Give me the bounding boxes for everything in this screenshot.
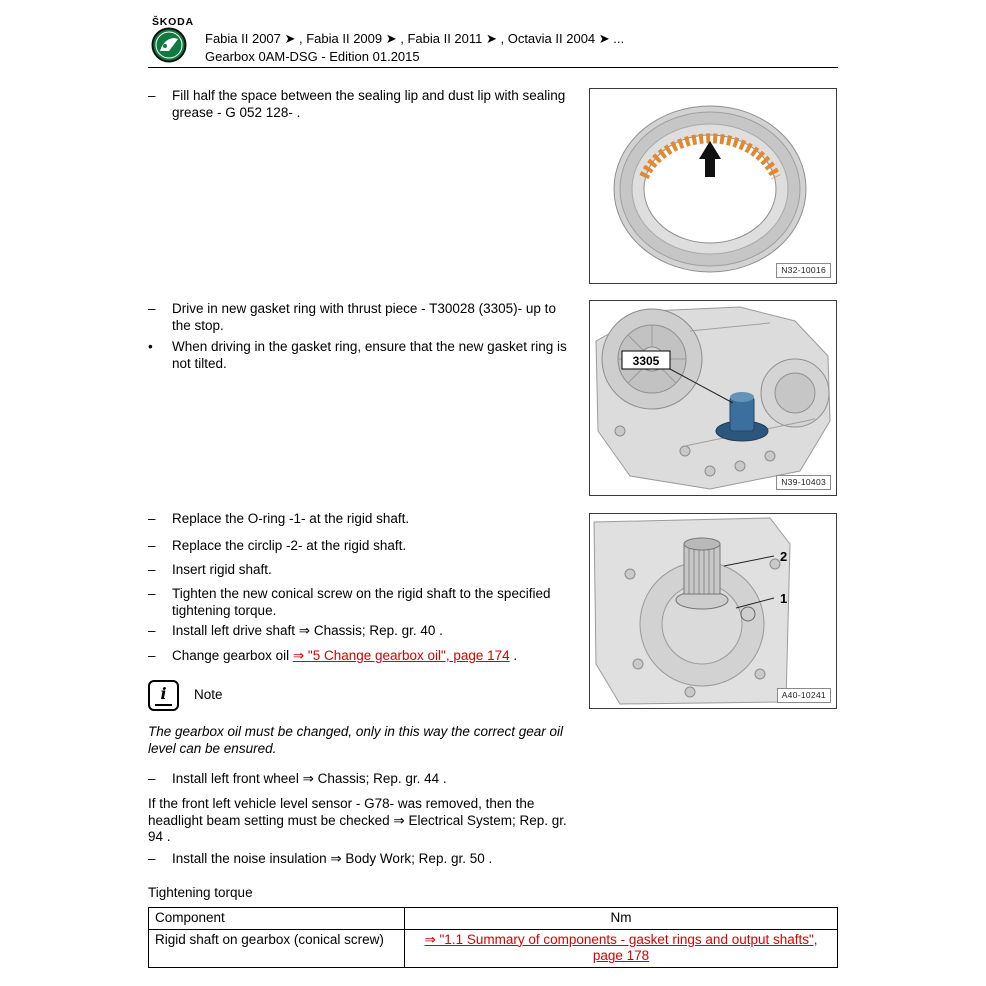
step-change-gearbox-oil: [148, 648, 572, 665]
figure-gearbox-thrust-piece: [589, 300, 837, 496]
dash-marker: –: [148, 623, 156, 638]
step-install-drive-shaft: [148, 623, 572, 640]
dash-marker: –: [148, 648, 156, 663]
dash-marker: –: [148, 301, 156, 316]
note-text: The gearbox oil must be changed, only in this way the correct gear oil level can be ensured.: [148, 724, 563, 756]
column-header-nm: Nm: [405, 908, 838, 930]
note-icon: i: [148, 680, 179, 711]
figure-label: A40-10241: [777, 688, 831, 703]
brand-text: ŠKODA: [152, 16, 194, 28]
figure-label: N32-10016: [776, 263, 831, 278]
thrust-piece-body: [730, 397, 754, 431]
column-header-component: Component: [149, 908, 405, 930]
step-text-suffix: .: [509, 648, 518, 663]
step-text: Replace the circlip -2- at the rigid shaft.: [172, 538, 407, 553]
figure-sealing-ring: [589, 88, 837, 284]
step-fill-grease: [148, 88, 572, 121]
note-label: Note: [194, 687, 223, 703]
conical-screw: [741, 607, 755, 621]
step-text: Drive in new gasket ring with thrust piece - T30028 (3305)- up to the stop.: [172, 301, 556, 333]
summary-components-link[interactable]: ⇒ "1.1 Summary of components - gasket rings and output shafts", page 178: [424, 931, 818, 964]
step-text: Insert rigid shaft.: [172, 562, 272, 577]
sealing-ring-illustration: [590, 89, 836, 283]
tightening-torque-heading: Tightening torque: [148, 885, 253, 900]
paragraph-level-sensor: If the front left vehicle level sensor - G78- was removed, then the headlight beam setting must be checked ⇒ Electrical System; Rep. gr. 94 .: [148, 796, 567, 845]
header-edition: Gearbox 0AM-DSG - Edition 01.2015: [205, 49, 420, 64]
step-insert-rigid-shaft: [148, 562, 572, 579]
callout-2: 2: [780, 549, 788, 564]
step-replace-circlip: [148, 538, 572, 555]
rigid-shaft-illustration: [590, 514, 836, 708]
dash-marker: –: [148, 562, 156, 577]
step-text: Install left front wheel ⇒ Chassis; Rep. gr. 44 .: [172, 771, 447, 786]
step-text: Tighten the new conical screw on the rigid shaft to the specified tightening torque.: [172, 586, 551, 618]
bullet-gasket-not-tilted: [148, 339, 572, 372]
figure-label: N39-10403: [776, 475, 831, 490]
step-text: Fill half the space between the sealing lip and dust lip with sealing grease - G 052 128- .: [172, 88, 566, 120]
bullet-marker: •: [148, 339, 153, 354]
skoda-logo-icon: [151, 27, 187, 63]
step-text: [172, 648, 572, 665]
bullet-text: When driving in the gasket ring, ensure that the new gasket ring is not tilted.: [172, 339, 567, 371]
step-install-noise-insulation: [148, 851, 572, 868]
table-header-row: [149, 908, 838, 930]
dash-marker: –: [148, 771, 156, 786]
step-install-front-wheel: [148, 771, 572, 788]
dash-marker: –: [148, 88, 156, 103]
dash-marker: –: [148, 586, 156, 601]
dash-marker: –: [148, 538, 156, 553]
step-text: Install left drive shaft ⇒ Chassis; Rep. gr. 40 .: [172, 623, 443, 638]
step-text: Install the noise insulation ⇒ Body Work; Rep. gr. 50 .: [172, 851, 493, 866]
callout-1: 1: [780, 591, 788, 606]
table-row: [149, 929, 838, 967]
torque-table: [148, 907, 838, 968]
step-text: Replace the O-ring -1- at the rigid shaft.: [172, 511, 410, 526]
change-gearbox-oil-link[interactable]: ⇒ "5 Change gearbox oil", page 174: [292, 648, 510, 663]
dash-marker: –: [148, 511, 156, 526]
step-text-prefix: Change gearbox oil: [172, 648, 293, 663]
header-models: Fabia II 2007 ➤ , Fabia II 2009 ➤ , Fabia II 2011 ➤ , Octavia II 2004 ➤ ...: [205, 31, 625, 46]
callout-3305: 3305: [632, 354, 660, 368]
cell-nm: [405, 929, 838, 967]
step-replace-oring: [148, 511, 572, 528]
gearbox-illustration: [590, 301, 836, 495]
dash-marker: –: [148, 851, 156, 866]
step-drive-gasket-ring: [148, 301, 572, 334]
cell-component: Rigid shaft on gearbox (conical screw): [149, 929, 405, 967]
header-divider: [148, 67, 838, 68]
step-tighten-conical-screw: [148, 586, 572, 619]
note-callout: [148, 680, 223, 711]
figure-rigid-shaft: [589, 513, 837, 709]
